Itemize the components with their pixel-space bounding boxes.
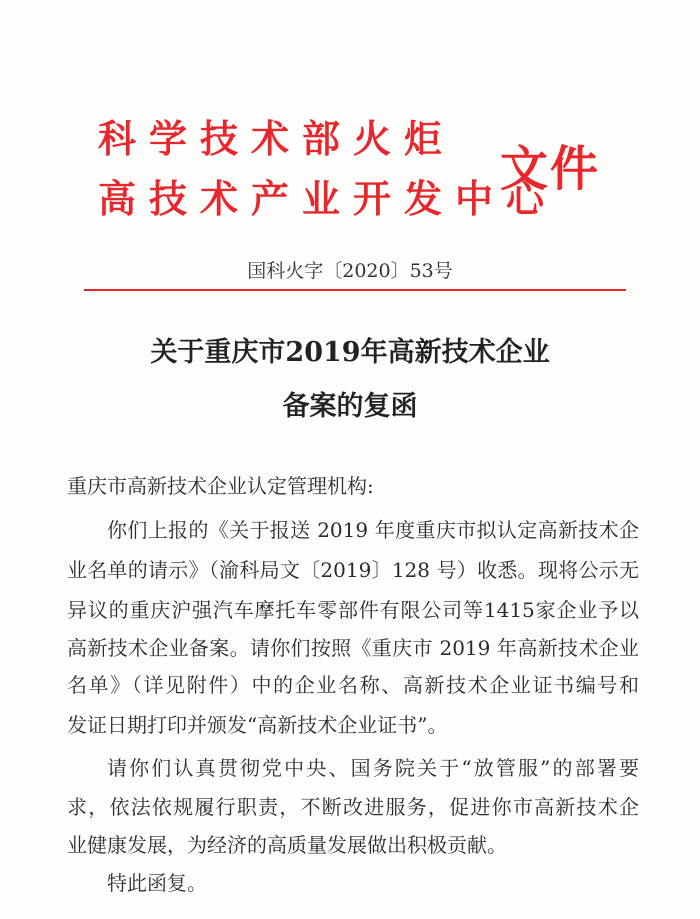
document-title-line-1: 关于重庆市2019年高新技术企业 [150,337,550,368]
salutation: 重庆市高新技术企业认定管理机构: [67,474,374,498]
body-line: 高新技术企业备案。请你们按照《重庆市 2019 年高新技术企业 [67,636,639,660]
body-line: 名单》（详见附件）中的企业名称、高新技术企业证书编号和 [67,673,639,697]
body-line: 你们上报的《关于报送 2019 年度重庆市拟认定高新技术企 [107,518,639,542]
body-line: 求，依法依规履行职责，不断改进服务，促进你市高新技术企 [67,795,639,819]
issuer-line-1: 科学技术部火炬 [98,116,456,161]
document-number: 国科火字〔2020〕53号 [247,260,453,282]
body-line: 发证日期打印并颁发“高新技术企业证书”。 [67,713,448,737]
issuer-line-2: 高技术产业开发中心 [98,176,558,221]
document-title-line-2: 备案的复函 [282,391,418,422]
document-type: 文件 [500,141,601,197]
body-line: 业名单的请示》（渝科局文〔2019〕128 号）收悉。现将公示无 [67,558,639,582]
body-line: 业健康发展，为经济的高质量发展做出积极贡献。 [67,833,507,857]
red-divider [84,289,626,291]
closing: 特此函复。 [107,871,207,895]
body-line: 请你们认真贯彻党中央、国务院关于“放管服”的部署要 [107,756,639,780]
body-line: 异议的重庆沪强汽车摩托车零部件有限公司等1415家企业予以 [67,598,639,622]
